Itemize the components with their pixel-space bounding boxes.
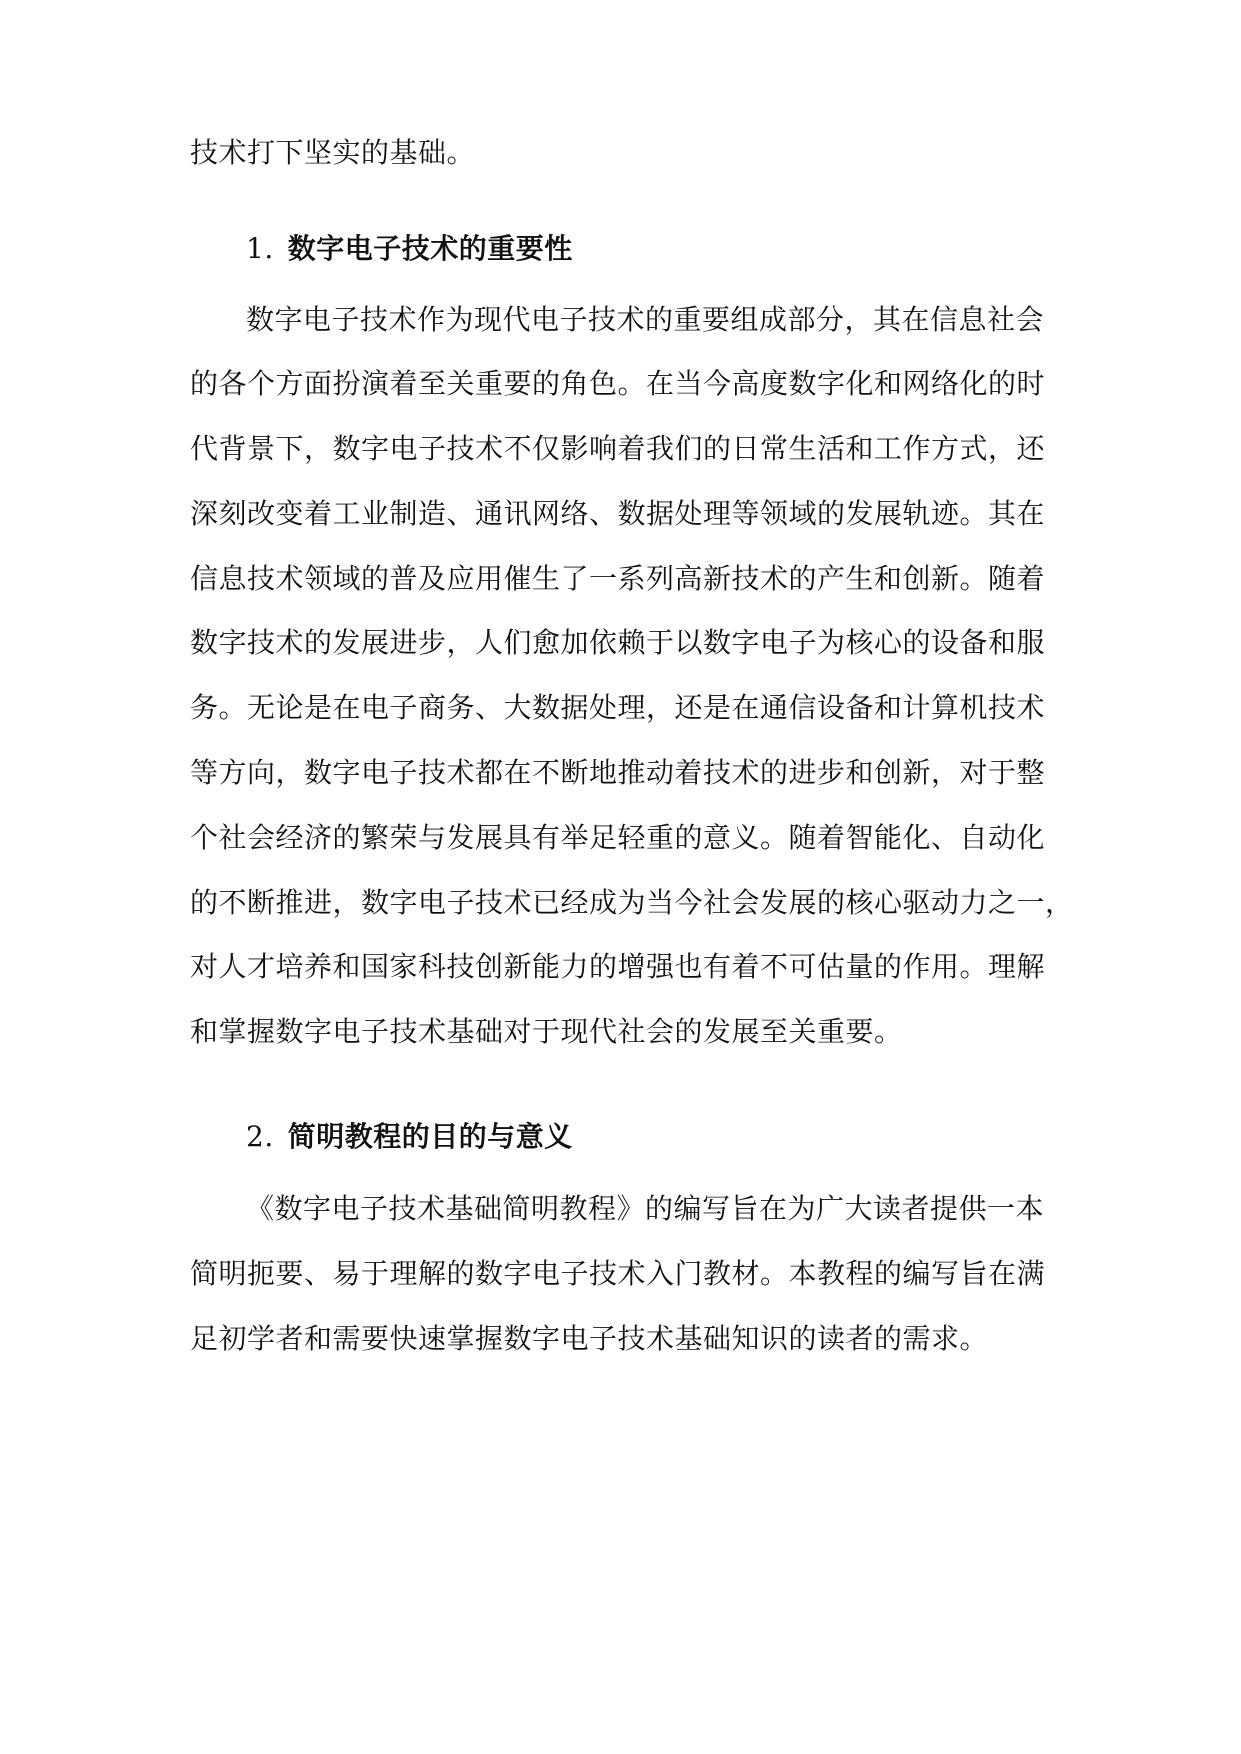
paragraph-line: 等方向，数字电子技术都在不断地推动着技术的进步和创新，对于整 (190, 756, 1046, 789)
section-title: 数字电子技术的重要性 (287, 232, 573, 265)
section-title: 简明教程的目的与意义 (287, 1120, 573, 1153)
paragraph-line: 深刻改变着工业制造、通讯网络、数据处理等领域的发展轨迹。其在 (190, 497, 1046, 530)
paragraph-line: 数字技术的发展进步，人们愈加依赖于以数字电子为核心的设备和服 (190, 626, 1046, 659)
paragraph-line: 务。无论是在电子商务、大数据处理，还是在通信设备和计算机技术 (190, 691, 1046, 724)
paragraph-line: 的各个方面扮演着至关重要的角色。在当今高度数字化和网络化的时 (190, 367, 1046, 400)
paragraph-line: 代背景下，数字电子技术不仅影响着我们的日常生活和工作方式，还 (190, 432, 1046, 465)
paragraph-line: 信息技术领域的普及应用催生了一系列高新技术的产生和创新。随着 (190, 562, 1046, 595)
paragraph-line: 和掌握数字电子技术基础对于现代社会的发展至关重要。 (190, 1015, 903, 1048)
intro-line: 技术打下坚实的基础。 (190, 136, 476, 169)
section-heading (246, 1117, 573, 1157)
paragraph-line: 的不断推进，数字电子技术已经成为当今社会发展的核心驱动力之一， (190, 886, 1074, 919)
paragraph-line: 个社会经济的繁荣与发展具有举足轻重的意义。随着智能化、自动化 (190, 821, 1046, 854)
paragraph-line: 数字电子技术作为现代电子技术的重要组成部分，其在信息社会 (246, 303, 1045, 336)
section-number: 2. (246, 1120, 274, 1153)
paragraph-line: 对人才培养和国家科技创新能力的增强也有着不可估量的作用。理解 (190, 950, 1046, 983)
paragraph-line: 简明扼要、易于理解的数字电子技术入门教材。本教程的编写旨在满 (190, 1257, 1046, 1290)
paragraph-line: 《数字电子技术基础简明教程》的编写旨在为广大读者提供一本 (246, 1192, 1045, 1225)
section-number: 1. (246, 232, 274, 265)
section-heading (246, 229, 573, 269)
paragraph-line: 足初学者和需要快速掌握数字电子技术基础知识的读者的需求。 (190, 1322, 989, 1355)
